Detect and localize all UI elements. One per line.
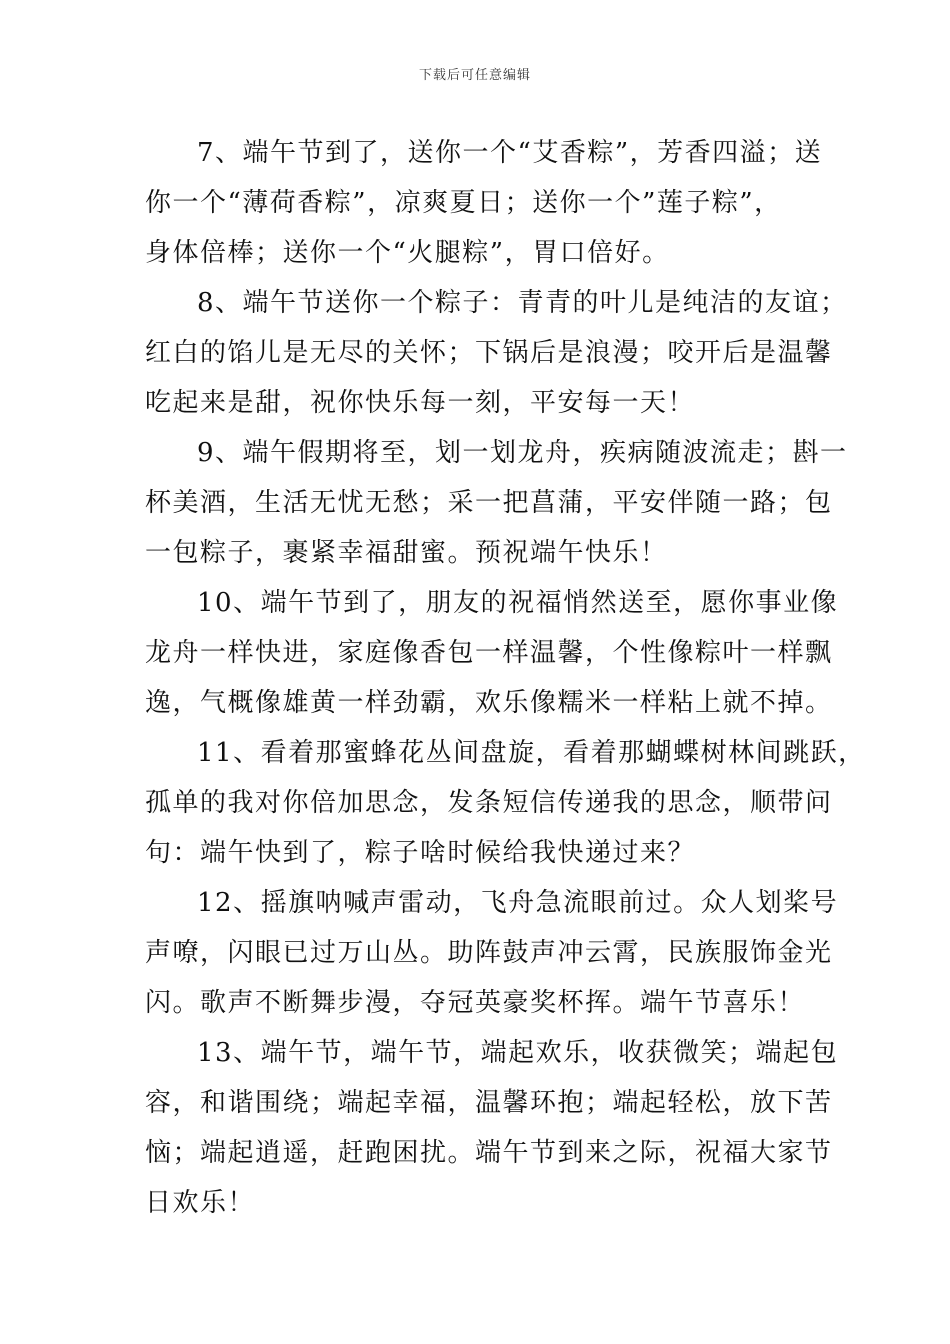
paragraph-line: 容，和谐围绕；端起幸福，温馨环抱；端起轻松，放下苦 bbox=[145, 1088, 833, 1118]
paragraph-line: 吃起来是甜，祝你快乐每一刻，平安每一天！ bbox=[145, 388, 696, 418]
paragraph-line: 9、端午假期将至，划一划龙舟，疾病随波流走；斟一 bbox=[197, 438, 848, 468]
paragraph-line: 日欢乐！ bbox=[145, 1188, 256, 1218]
paragraph-line: 句：端午快到了，粽子啥时候给我快递过来？ bbox=[145, 838, 696, 868]
paragraph-12 bbox=[145, 878, 839, 1028]
paragraph-line: 13、端午节，端午节，端起欢乐，收获微笑；端起包 bbox=[197, 1038, 839, 1068]
paragraph-line: 7、端午节到了，送你一个“艾香粽”，芳香四溢；送 bbox=[197, 138, 823, 168]
paragraph-9 bbox=[145, 428, 848, 578]
paragraph-line: 杯美酒，生活无忧无愁；采一把菖蒲，平安伴随一路；包 bbox=[145, 488, 833, 518]
paragraph-7 bbox=[145, 128, 823, 278]
paragraph-line: 你一个“薄荷香粽”，凉爽夏日；送你一个”莲子粽”， bbox=[145, 188, 782, 218]
paragraph-line: 12、摇旗呐喊声雷动，飞舟急流眼前过。众人划桨号 bbox=[197, 888, 839, 918]
paragraph-11 bbox=[145, 728, 866, 878]
paragraph-line: 11、看着那蜜蜂花丛间盘旋，看着那蝴蝶树林间跳跃， bbox=[197, 738, 866, 768]
paragraph-10 bbox=[145, 578, 839, 728]
paragraph-line: 声嘹，闪眼已过万山丛。助阵鼓声冲云霄，民族服饰金光 bbox=[145, 938, 833, 968]
paragraph-line: 龙舟一样快进，家庭像香包一样温馨，个性像粽叶一样飘 bbox=[145, 638, 833, 668]
paragraph-line: 10、端午节到了，朋友的祝福悄然送至，愿你事业像 bbox=[197, 588, 839, 618]
paragraph-line: 闪。歌声不断舞步漫，夺冠英豪奖杯挥。端午节喜乐！ bbox=[145, 988, 806, 1018]
paragraph-line: 一包粽子，裹紧幸福甜蜜。预祝端午快乐！ bbox=[145, 538, 668, 568]
page-header-note: 下载后可任意编辑 bbox=[418, 68, 531, 83]
paragraph-line: 红白的馅儿是无尽的关怀；下锅后是浪漫；咬开后是温馨 bbox=[145, 338, 833, 368]
paragraph-line: 逸，气概像雄黄一样劲霸，欢乐像糯米一样粘上就不掉。 bbox=[145, 688, 833, 718]
paragraph-line: 恼；端起逍遥，赶跑困扰。端午节到来之际，祝福大家节 bbox=[145, 1138, 833, 1168]
paragraph-8 bbox=[145, 278, 848, 428]
paragraph-line: 8、端午节送你一个粽子：青青的叶儿是纯洁的友谊； bbox=[197, 288, 848, 318]
paragraph-line: 身体倍棒；送你一个“火腿粽”，胃口倍好。 bbox=[145, 238, 670, 268]
document-body bbox=[145, 128, 866, 1228]
paragraph-13 bbox=[145, 1028, 839, 1228]
paragraph-line: 孤单的我对你倍加思念，发条短信传递我的思念，顺带问 bbox=[145, 788, 833, 818]
